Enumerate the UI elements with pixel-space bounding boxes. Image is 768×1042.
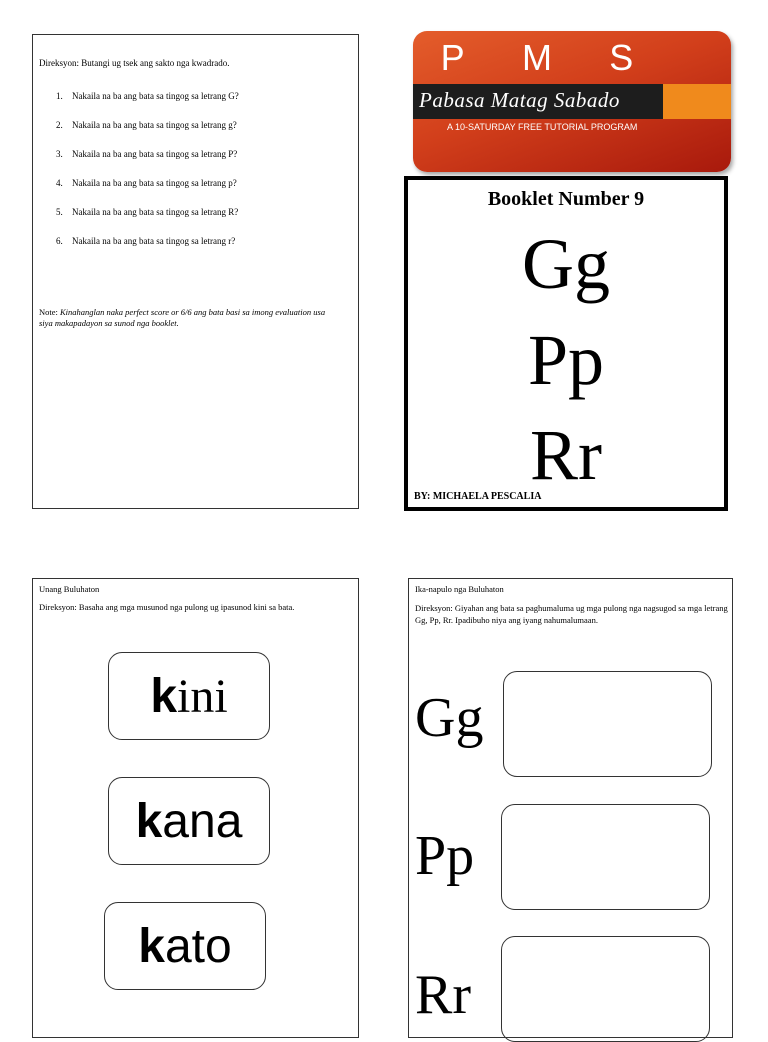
activity-direction: Direksyon: Basaha ang mga musunod nga pulong ug ipasunod kini sa bata. (39, 602, 295, 612)
activity-direction: Direksyon: Giyahan ang bata sa paghumaluma ug mga pulong nga nagsugod sa mga letrang Gg, Pp, Rr. Ipadibuho niya ang iyang nahumalumaan. (415, 603, 728, 625)
activity-heading: Ika-napulo nga Buluhaton (415, 584, 504, 594)
word-card (108, 652, 270, 740)
activity-one-page (32, 578, 359, 1038)
word-rest: ini (177, 669, 228, 723)
letter-label: Pp (415, 825, 475, 887)
word-card (108, 777, 270, 865)
item-number: 5. (56, 207, 63, 217)
by-label: BY: (414, 491, 431, 502)
item-text: Nakaila na ba ang bata sa tingog sa letrang r? (72, 236, 236, 246)
booklet-title: Booklet Number 9 (487, 188, 645, 210)
evaluation-note (39, 307, 339, 329)
letter-label: Gg (415, 687, 484, 749)
letter-label: Rr (415, 964, 471, 1026)
word-rest: ana (162, 794, 243, 848)
word-rest: ato (164, 919, 232, 973)
item-text: Nakaila na ba ang bata sa tingog sa letrang p? (72, 178, 237, 188)
drawing-box[interactable] (501, 936, 710, 1042)
pms-logo (413, 31, 731, 172)
drawing-box[interactable] (501, 804, 710, 910)
author-name: MICHAELA PESCALIA (432, 491, 542, 502)
booklet-cover (404, 176, 728, 511)
item-number: 1. (56, 91, 63, 101)
evaluation-direction: Direksyon: Butangi ug tsek ang sakto nga kwadrado. (39, 58, 230, 68)
item-number: 6. (56, 236, 63, 246)
cover-letter: Gg (522, 224, 610, 304)
word-card (104, 902, 266, 990)
activity-ten-page (408, 578, 733, 1038)
evaluation-page (32, 34, 359, 509)
item-number: 2. (56, 120, 63, 130)
word-first-letter: k (150, 669, 178, 723)
note-text: Kinahanglan naka perfect score or 6/6 ang bata basi sa imong evaluation usa siya makapadayon sa sunod nga booklet. (39, 307, 326, 328)
note-label: Note: (39, 307, 58, 317)
logo-letters (413, 37, 663, 79)
logo-letter: P (440, 37, 467, 78)
item-number: 4. (56, 178, 63, 188)
word-first-letter: k (138, 919, 165, 973)
item-number: 3. (56, 149, 63, 159)
drawing-box[interactable] (503, 671, 712, 777)
item-text: Nakaila na ba ang bata sa tingog sa letrang R? (72, 207, 239, 217)
logo-subtitle: A 10-SATURDAY FREE TUTORIAL PROGRAM (447, 122, 638, 132)
item-text: Nakaila na ba ang bata sa tingog sa letrang G? (72, 91, 239, 101)
logo-tagline: Pabasa Matag Sabado (419, 88, 620, 112)
logo-letter: M (521, 37, 554, 78)
item-text: Nakaila na ba ang bata sa tingog sa letrang P? (72, 149, 238, 159)
author-credit (414, 491, 541, 502)
cover-letter: Rr (530, 415, 602, 495)
logo-letter: S (609, 37, 636, 78)
item-text: Nakaila na ba ang bata sa tingog sa letrang g? (72, 120, 237, 130)
cover-letter: Pp (527, 320, 605, 400)
word-first-letter: k (135, 794, 163, 848)
activity-heading: Unang Buluhaton (39, 584, 100, 594)
